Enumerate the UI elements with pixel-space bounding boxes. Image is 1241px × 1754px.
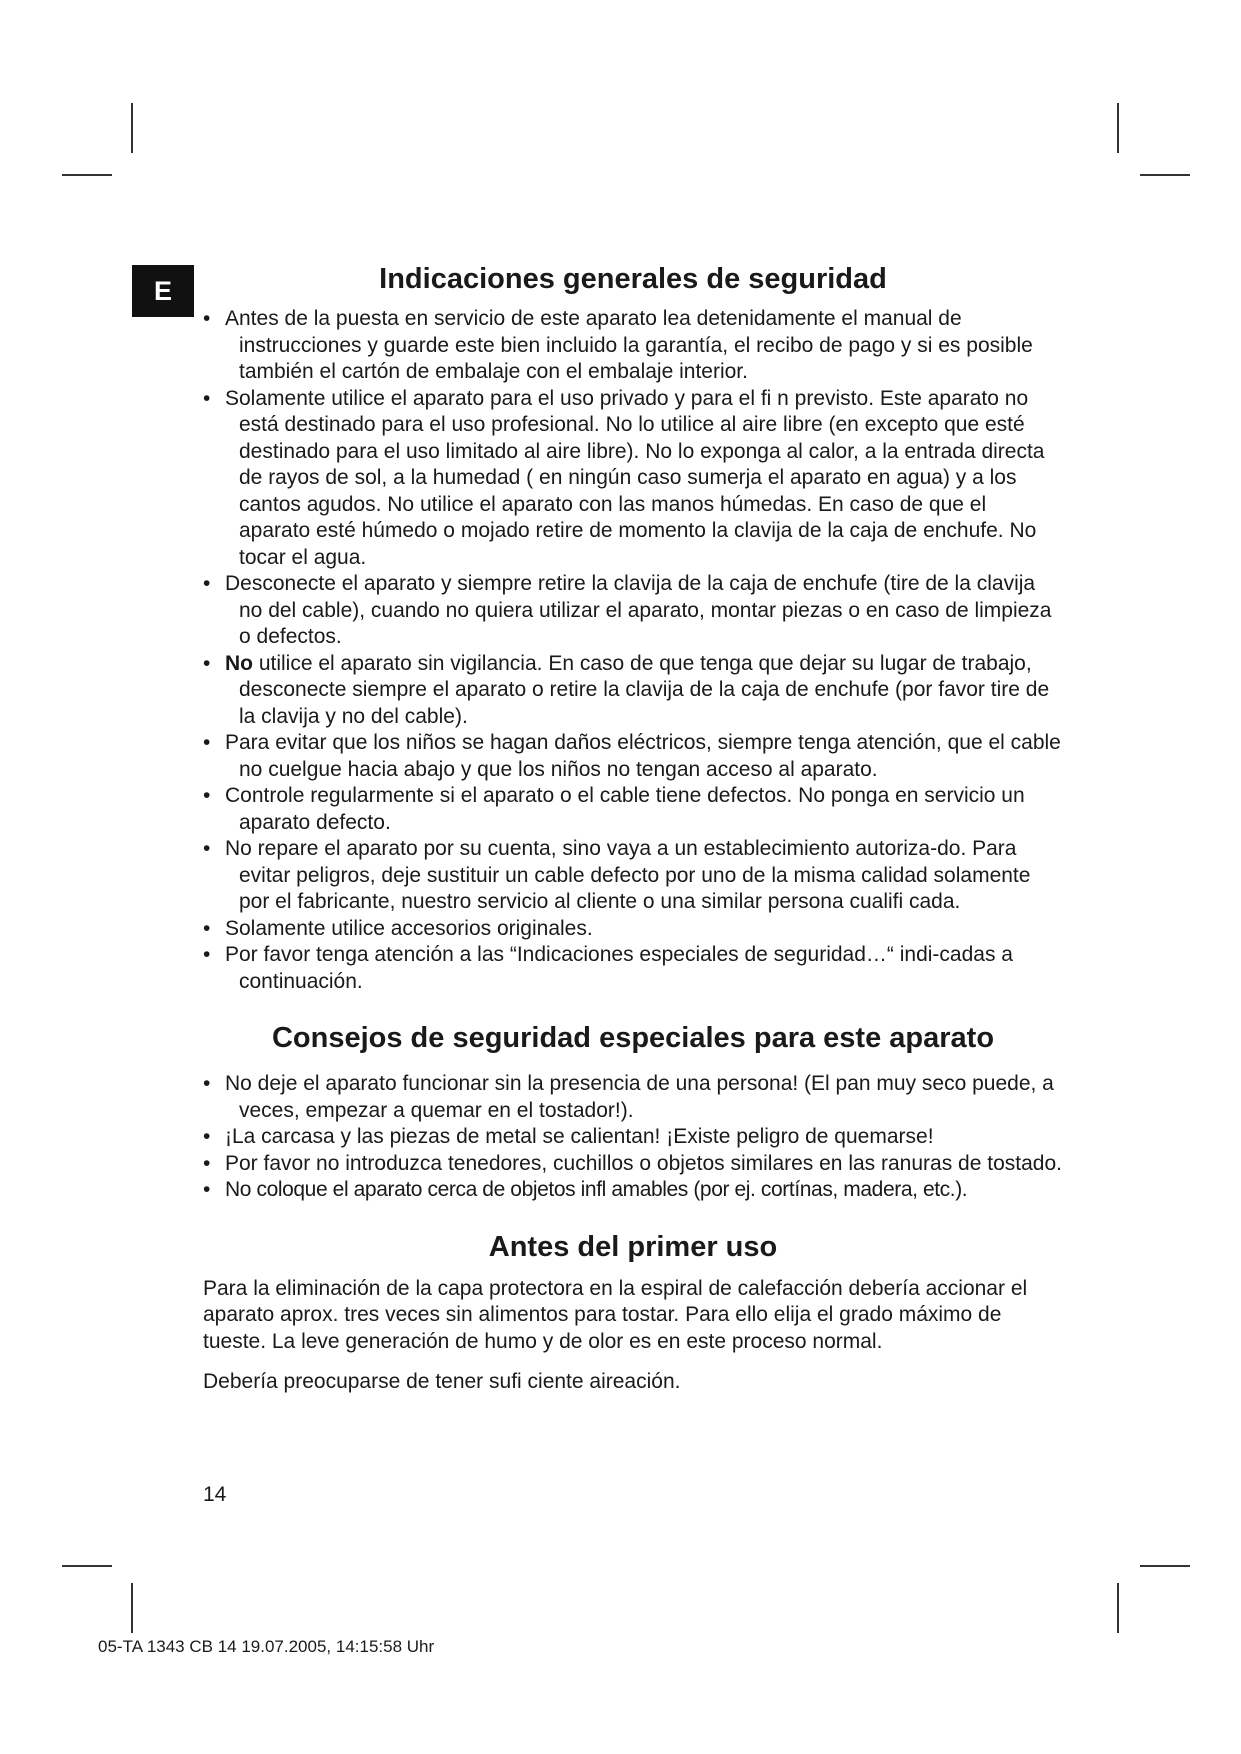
section-title-safety: Indicaciones generales de seguridad xyxy=(379,263,887,295)
crop-mark-top-left-v xyxy=(131,103,133,153)
ventilation-paragraph: Debería preocuparse de tener sufi ciente aireación. xyxy=(203,1370,681,1393)
list-item: • No coloque el aparato cerca de objetos infl amables (por ej. cortínas, madera, etc.). xyxy=(203,1178,968,1201)
list-item: • Antes de la puesta en servicio de este aparato lea detenidamente el manual de instrucciones y guarde este bien incluido la garantía, el recibo de pago y si es posible también el cartón de embalaje con el embalaje interior. xyxy=(203,307,1033,383)
crop-mark-bottom-left-v xyxy=(131,1583,133,1633)
crop-mark-top-right-h xyxy=(1140,174,1190,176)
language-tab: E xyxy=(132,265,194,317)
first-use-paragraph: Para la eliminación de la capa protectora en la espiral de calefacción debería accionar el aparato aprox. tres veces sin alimentos para tostar. Para ello elija el grado máximo de tueste. La leve generación de humo y de olor es en este proceso normal. xyxy=(203,1276,1028,1353)
page-content xyxy=(203,262,1063,1396)
list-item: • Por favor no introduzca tenedores, cuchillos o objetos similares en las ranuras de tostado. xyxy=(203,1151,1062,1175)
crop-mark-top-left-h xyxy=(62,174,112,176)
crop-mark-bottom-right-v xyxy=(1117,1583,1119,1633)
list-item: • No repare el aparato por su cuenta, sino vaya a un establecimiento autoriza-do. Para evitar peligros, deje sustituir un cable defecto por uno de la misma calidad solamente por el fabricante, nuestro servicio al cliente o una similar persona cualifi cada. xyxy=(203,837,1031,913)
section-title-first-use: Antes del primer uso xyxy=(488,1230,778,1263)
list-item: • Por favor tenga atención a las “Indicaciones especiales de seguridad…“ indi-cadas a continuación. xyxy=(203,943,1013,993)
special-safety-list xyxy=(203,1071,1063,1204)
list-item: • No utilice el aparato sin vigilancia. En caso de que tenga que dejar su lugar de trabajo, desconecte siempre el aparato o retire la clavija de la caja de enchufe (por favor tire de la clavija y no del cable). xyxy=(203,651,1050,728)
crop-mark-top-right-v xyxy=(1117,103,1119,153)
crop-mark-bottom-left-h xyxy=(62,1565,112,1567)
list-item: • No deje el aparato funcionar sin la presencia de una persona! (El pan muy seco puede, a veces, empezar a quemar en el tostador!). xyxy=(203,1072,1054,1122)
list-item: • ¡La carcasa y las piezas de metal se calientan! ¡Existe peligro de quemarse! xyxy=(203,1125,934,1148)
list-item: • Para evitar que los niños se hagan daños eléctricos, siempre tenga atención, que el cable no cuelgue hacia abajo y que los niños no tengan acceso al aparato. xyxy=(203,731,1061,781)
list-item: • Desconecte el aparato y siempre retire la clavija de la caja de enchufe (tire de la clavija no del cable), cuando no quiera utilizar el aparato, montar piezas o en caso de limpieza o defectos. xyxy=(203,572,1052,648)
section-title-special-safety: Consejos de seguridad especiales para este aparato xyxy=(271,1022,995,1054)
list-item: • Controle regularmente si el aparato o el cable tiene defectos. No ponga en servicio un aparato defecto. xyxy=(203,784,1025,834)
crop-mark-bottom-right-h xyxy=(1140,1565,1190,1567)
safety-list xyxy=(203,306,1063,995)
list-item: • Solamente utilice el aparato para el uso privado y para el fi n previsto. Este aparato no está destinado para el uso profesional. No lo utilice al aire libre (en excepto que esté destinado para el uso limitado al aire libre). No lo exponga al calor, a la entrada directa de rayos de sol, a la humedad ( en ningún caso sumerja el aparato en agua) y a los cantos agudos. No utilice el aparato con las manos húmedas. En caso de que el aparato esté húmedo o mojado retire de momento la clavija de la caja de enchufe. No tocar el agua. xyxy=(203,386,1045,569)
print-footer: 05-TA 1343 CB 14 19.07.2005, 14:15:58 Uhr xyxy=(98,1637,435,1656)
list-item: • Solamente utilice accesorios originales. xyxy=(203,916,593,940)
page-number: 14 xyxy=(203,1483,227,1506)
